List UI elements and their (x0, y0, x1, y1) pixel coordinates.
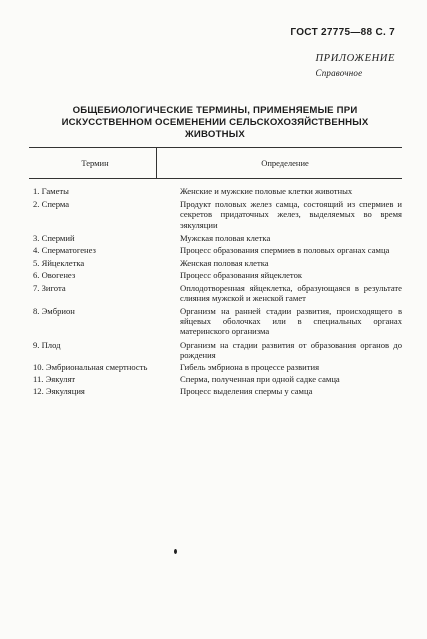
page-header: ГОСТ 27775—88 С. 7 (290, 27, 395, 38)
term-cell: 8. Эмбрион (33, 306, 75, 317)
term-cell: 3. Спермий (33, 232, 75, 243)
terms-table (29, 186, 402, 397)
table-row (29, 199, 402, 230)
definition-cell: Процесс выделения спермы у самца (180, 386, 313, 397)
column-header-definition: Определение (261, 158, 309, 168)
definition-cell: Организм на стадии развития от образования органов до рождения (180, 339, 402, 360)
table-row (29, 374, 402, 384)
appendix-note: Справочное (315, 68, 363, 78)
table-top-rule (29, 147, 402, 148)
term-cell: 9. Плод (33, 339, 61, 350)
term-cell: 10. Эмбриональная смертность (33, 362, 148, 373)
table-row (29, 258, 402, 268)
table-row (29, 362, 402, 372)
definition-cell: Продукт половых желез самца, состоящий из спермиев и секретов придаточных желез, выделяемых во время эякуляции (180, 199, 402, 230)
table-row (29, 283, 402, 303)
term-cell: 11. Эякулят (33, 374, 76, 385)
term-cell: 1. Гаметы (33, 186, 69, 196)
term-cell: 2. Сперма (33, 199, 70, 210)
definition-cell: Женские и мужские половые клетки животных (180, 186, 353, 196)
column-header-term: Термин (81, 158, 109, 168)
term-cell: 7. Зигота (33, 282, 66, 293)
table-row (29, 233, 402, 243)
definition-cell: Процесс образования яйцеклеток (180, 270, 303, 281)
header-divider (156, 147, 157, 178)
definition-cell: Женская половая клетка (180, 258, 269, 269)
definition-cell: Мужская половая клетка (180, 232, 271, 243)
definition-cell: Оплодотворенная яйцеклетка, образующаяся в результате слияния мужской и женской гамет (180, 282, 402, 303)
term-cell: 4. Сперматогенез (33, 245, 96, 256)
table-row (29, 386, 402, 396)
table-header-rule (29, 178, 402, 179)
appendix-label (316, 53, 396, 78)
table-row (29, 270, 402, 280)
term-cell: 12. Эякуляция (33, 386, 85, 397)
document-title: ОБЩЕБИОЛОГИЧЕСКИЕ ТЕРМИНЫ, ПРИМЕНЯЕМЫЕ ПРИ ИСКУССТВЕННОМ ОСЕМЕНЕНИИ СЕЛЬСКОХОЗЯЙСТВЕННЫХ ЖИВОТНЫХ (61, 105, 369, 140)
definition-cell: Гибель эмбриона в процессе развития (180, 362, 320, 373)
definition-cell: Организм на ранней стадии развития, происходящего в яйцевых оболочках или в специальных органах материнского организма (180, 306, 402, 337)
definition-cell: Сперма, полученная при одной садке самца (180, 374, 340, 385)
table-row (29, 186, 402, 196)
definition-cell: Процесс образования спермиев в половых органах самца (180, 245, 390, 256)
table-row (29, 306, 402, 337)
table-row (29, 340, 402, 360)
page-mark (174, 549, 177, 554)
appendix-title: ПРИЛОЖЕНИЕ (315, 53, 395, 64)
table-row (29, 245, 402, 255)
term-cell: 6. Овогенез (33, 270, 76, 281)
term-cell: 5. Яйцеклетка (33, 258, 85, 269)
